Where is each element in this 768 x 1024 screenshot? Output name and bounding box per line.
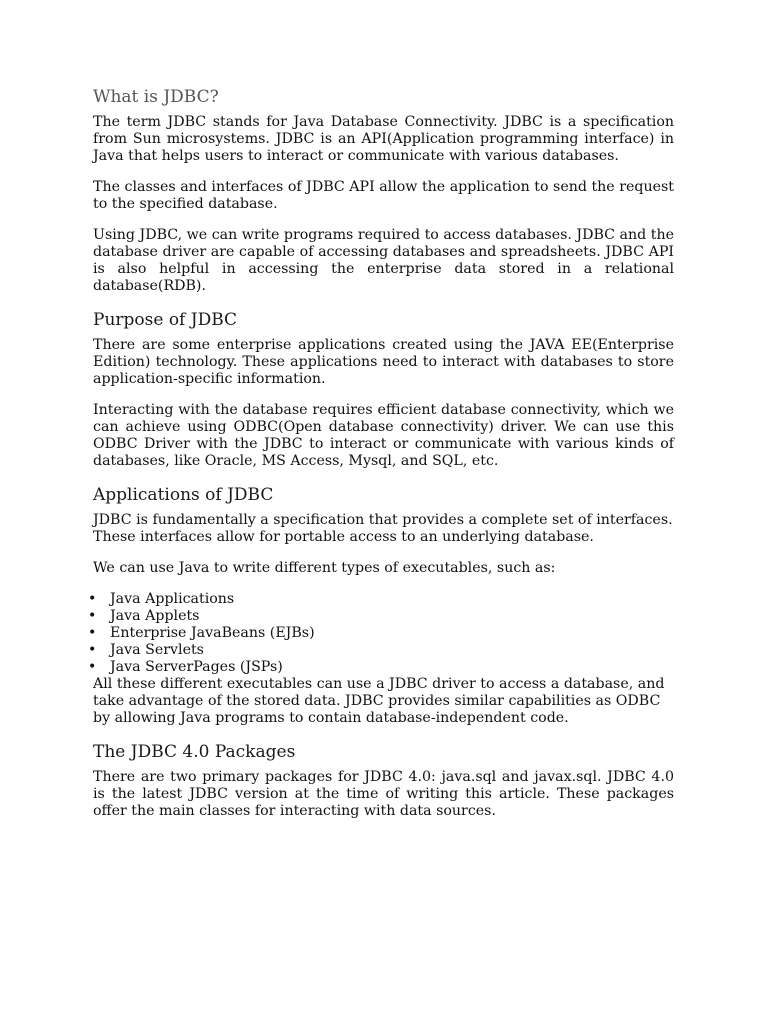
- paragraph: There are two primary packages for JDBC 4.0: java.sql and javax.sql. JDBC 4.0 is the latest JDBC version at the time of writing this article. These packages offer the main classes for interacting with data sources.: [93, 769, 674, 819]
- paragraph: The term JDBC stands for Java Database Connectivity. JDBC is a specification from Sun microsystems. JDBC is an API(Application programming interface) in Java that helps users to interact or communicate with various databases.: [93, 114, 674, 164]
- list-item: • Java Applets: [93, 608, 674, 625]
- list-item: • Java ServerPages (JSPs): [93, 659, 674, 676]
- paragraph: Interacting with the database requires efficient database connectivity, which we can achieve using ODBC(Open database connectivity) driver. We can use this ODBC Driver with the JDBC to interact or communicate with various kinds of databases, like Oracle, MS Access, Mysql, and SQL, etc.: [93, 402, 674, 469]
- list-item: • Java Applications: [93, 591, 674, 608]
- paragraph: All these different executables can use a JDBC driver to access a database, and take advantage of the stored data. JDBC provides similar capabilities as ODBC by allowing Java programs to contain database-independent code.: [93, 676, 665, 726]
- paragraph: There are some enterprise applications created using the JAVA EE(Enterprise Edition) technology. These applications need to interact with databases to store application-specific information.: [93, 337, 674, 387]
- paragraph: JDBC is fundamentally a specification that provides a complete set of interfaces. These interfaces allow for portable access to an underlying database.: [93, 512, 673, 545]
- paragraph: Using JDBC, we can write programs required to access databases. JDBC and the database driver are capable of accessing databases and spreadsheets. JDBC API is also helpful in accessing the enterprise data stored in a relational database(RDB).: [93, 227, 674, 294]
- heading-what-is-jdbc: What is JDBC?: [93, 87, 219, 107]
- document-page: [93, 86, 674, 834]
- paragraph: We can use Java to write different types of executables, such as:: [93, 560, 556, 576]
- executables-list: [93, 591, 674, 676]
- heading-purpose-of-jdbc: Purpose of JDBC: [93, 310, 238, 330]
- heading-applications-of-jdbc: Applications of JDBC: [93, 485, 274, 505]
- list-item: • Enterprise JavaBeans (EJBs): [93, 625, 674, 642]
- paragraph: The classes and interfaces of JDBC API allow the application to send the request to the specified database.: [93, 179, 674, 212]
- heading-jdbc-packages: The JDBC 4.0 Packages: [93, 742, 296, 762]
- list-item: • Java Servlets: [93, 642, 674, 659]
